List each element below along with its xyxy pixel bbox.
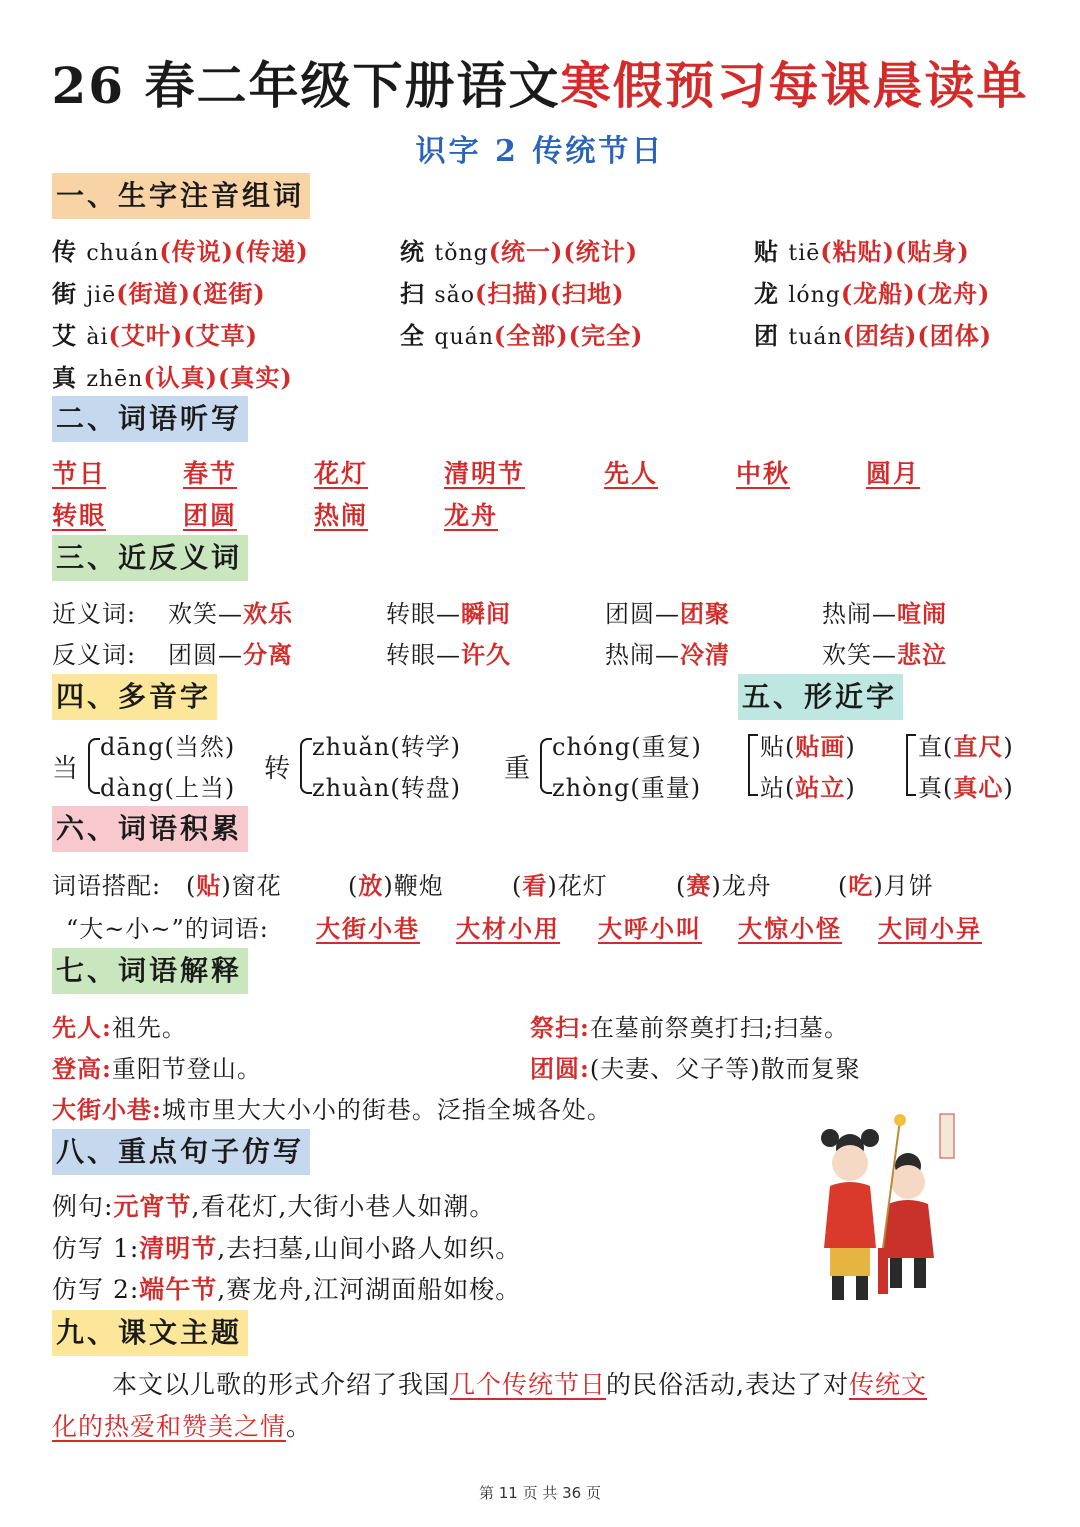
theme-text-3: 。 — [286, 1412, 313, 1441]
explanation-def: 城市里大大小小的街巷。泛指全城各处。 — [161, 1096, 612, 1124]
collocation-noun: )龙舟 — [711, 872, 772, 900]
char-glyph: 团 — [754, 321, 789, 350]
char-words: (统一)(统计) — [488, 237, 639, 266]
similar-entry — [918, 768, 1014, 803]
char-words: (认真)(真实) — [143, 363, 293, 392]
explanation-term: 祭扫: — [530, 1013, 590, 1042]
pair-answer: 团聚 — [680, 599, 730, 628]
section-heading-1: 一、生字注音组词 — [52, 173, 310, 219]
dx-label: “大~小~”的词语: — [66, 915, 269, 943]
sentence-key: 元宵节 — [113, 1192, 192, 1221]
pair-answer: 冷清 — [680, 640, 730, 669]
pair-base: 团圆— — [168, 641, 243, 669]
dx-word: 大材小用 — [456, 914, 560, 943]
explanation-def: 重阳节登山。 — [111, 1055, 262, 1083]
collocation-open: ( — [186, 872, 197, 900]
pair-answer: 悲泣 — [897, 640, 947, 669]
pair-answer: 许久 — [461, 640, 511, 669]
dx-word: 大同小异 — [878, 914, 982, 943]
collocation-noun: )鞭炮 — [383, 872, 444, 900]
char-glyph: 街 — [52, 279, 87, 308]
title-part1: 26 春二年级下册语文 — [51, 56, 561, 115]
collocation-item — [676, 866, 772, 901]
explanation-term: 登高: — [52, 1054, 112, 1083]
explanation-def: 在墓前祭奠打扫;扫墓。 — [589, 1014, 849, 1042]
char-entry — [754, 274, 990, 309]
dx-word: 大呼小叫 — [598, 914, 702, 943]
dictation-word: 热闹 — [314, 501, 369, 530]
dictation-word: 转眼 — [52, 501, 107, 530]
char-entry — [754, 316, 992, 351]
collocation-noun: )窗花 — [221, 872, 282, 900]
polyphone-char: 转 — [264, 754, 292, 784]
sentence-key: 清明节 — [139, 1234, 218, 1263]
char-pinyin: zhēn — [86, 367, 144, 392]
polyphone-reading: dāng(当然) — [100, 733, 236, 761]
collocation-verb: 看 — [522, 871, 548, 900]
similar-bracket — [748, 734, 758, 796]
synonym-label: 近义词: — [52, 600, 137, 628]
sentence-rest: ,赛龙舟,江河湖面船如梭。 — [217, 1275, 522, 1304]
collocation-verb: 吃 — [848, 871, 874, 900]
similar-bracket — [906, 734, 916, 796]
antonym-pair — [605, 635, 730, 670]
antonym-pair — [386, 635, 511, 670]
pair-answer: 喧闹 — [897, 599, 947, 628]
polyphone-brace — [88, 738, 100, 794]
collocation-open: ( — [512, 872, 523, 900]
page-footer: 第 11 页 共 36 页 — [478, 1484, 601, 1502]
char-entry — [52, 274, 266, 309]
similar-word: 站立 — [795, 773, 846, 802]
collocation-item — [512, 866, 608, 901]
sentence-line — [52, 1270, 521, 1306]
theme-text-1: 本文以儿歌的形式介绍了我国 — [112, 1370, 451, 1399]
explanation-term: 大街小巷: — [52, 1095, 162, 1124]
title-part2: 寒假预习每课晨读单 — [560, 56, 1029, 115]
dictation-word: 龙舟 — [444, 501, 499, 530]
polyphone-brace — [540, 738, 552, 794]
section-heading-5: 五、形近字 — [738, 674, 903, 720]
section-heading-2: 二、词语听写 — [52, 396, 248, 442]
antonym-label: 反义词: — [52, 641, 137, 669]
char-glyph: 龙 — [754, 279, 789, 308]
sentence-rest: ,去扫墓,山间小路人如织。 — [217, 1234, 522, 1263]
collocation-item — [186, 866, 282, 901]
dictation-word: 清明节 — [444, 459, 526, 488]
page-subtitle: 识字 2 传统节日 — [415, 134, 665, 169]
char-words: (龙船)(龙舟) — [840, 279, 991, 308]
char-words: (团结)(团体) — [842, 321, 993, 350]
char-pinyin: ài — [86, 325, 109, 350]
synonym-pair — [386, 594, 511, 629]
collocation-open: ( — [676, 872, 687, 900]
sentence-label: 仿写 2: — [52, 1275, 140, 1304]
synonym-pair — [822, 594, 947, 629]
char-words: (粘贴)(贴身) — [820, 237, 970, 266]
similar-entry — [760, 727, 856, 762]
theme-key-2b: 化的热爱和赞美之情 — [52, 1412, 287, 1441]
collocation-item — [348, 866, 444, 901]
char-entry — [400, 274, 624, 309]
dictation-word: 春节 — [183, 459, 238, 488]
collocation-verb: 放 — [358, 871, 384, 900]
theme-key-2a: 传统文 — [848, 1370, 927, 1399]
similar-char: 贴( — [760, 733, 796, 761]
collocation-open: ( — [348, 872, 359, 900]
dictation-word: 节日 — [52, 459, 107, 488]
char-words: (扫描)(扫地) — [475, 279, 625, 308]
char-glyph: 扫 — [400, 279, 435, 308]
explanation-def: (夫妻、父子等)散而复聚 — [589, 1055, 861, 1083]
char-pinyin: tǒng — [434, 241, 489, 266]
similar-entry — [918, 727, 1014, 762]
similar-word: 直尺 — [953, 732, 1004, 761]
synonym-pair — [605, 594, 730, 629]
pair-answer: 瞬间 — [461, 599, 511, 628]
char-pinyin: lóng — [788, 283, 841, 308]
char-entry — [400, 316, 643, 351]
sentence-label: 仿写 1: — [52, 1234, 140, 1263]
pair-base: 团圆— — [605, 600, 680, 628]
char-entry — [52, 232, 309, 267]
explanation-def: 祖先。 — [111, 1014, 187, 1042]
char-pinyin: jiē — [86, 283, 117, 308]
collocation-noun: )花灯 — [547, 872, 608, 900]
polyphone-reading: chóng(重复) — [552, 733, 702, 761]
similar-char: 直( — [918, 733, 954, 761]
char-pinyin: quán — [434, 325, 494, 350]
page-title — [0, 46, 1080, 118]
similar-entry — [760, 768, 856, 803]
dictation-word: 圆月 — [866, 459, 921, 488]
section-heading-9: 九、课文主题 — [52, 1310, 248, 1356]
char-glyph: 统 — [400, 237, 435, 266]
char-entry — [754, 232, 970, 267]
similar-char: 真( — [918, 774, 954, 802]
theme-text-2: 的民俗活动,表达了对 — [606, 1370, 849, 1399]
dictation-word: 团圆 — [183, 501, 238, 530]
char-entry — [400, 232, 638, 267]
polyphone-reading: dàng(上当) — [100, 774, 236, 802]
section-heading-4: 四、多音字 — [52, 674, 217, 720]
antonym-pair — [168, 635, 293, 670]
section-heading-8: 八、重点句子仿写 — [52, 1129, 310, 1175]
collocation-open: ( — [838, 872, 849, 900]
pair-answer: 分离 — [243, 640, 293, 669]
char-glyph: 贴 — [754, 237, 789, 266]
collocation-item — [838, 866, 934, 901]
similar-word: 贴画 — [795, 732, 846, 761]
char-words: (传说)(传递) — [159, 237, 309, 266]
collocation-verb: 赛 — [686, 871, 712, 900]
polyphone-char: 当 — [52, 754, 80, 784]
similar-char: 站( — [760, 774, 796, 802]
polyphone-reading: zhuàn(转盘) — [312, 774, 462, 802]
char-pinyin: sǎo — [434, 283, 476, 308]
char-glyph: 真 — [52, 363, 87, 392]
section-heading-7: 七、词语解释 — [52, 948, 248, 994]
synonym-pair — [168, 594, 293, 629]
sentence-line — [52, 1229, 521, 1265]
char-pinyin: tiē — [788, 241, 821, 266]
similar-close: ) — [1003, 733, 1014, 761]
explanation-term: 先人: — [52, 1013, 112, 1042]
similar-close: ) — [845, 733, 856, 761]
explanation-entry — [530, 1008, 849, 1043]
explanation-entry — [52, 1008, 187, 1043]
sentence-label: 例句: — [52, 1192, 114, 1221]
char-pinyin: tuán — [788, 325, 843, 350]
pair-base: 转眼— — [386, 600, 461, 628]
char-words: (全部)(完全) — [493, 321, 644, 350]
section-heading-3: 三、近反义词 — [52, 535, 248, 581]
pair-base: 热闹— — [605, 641, 680, 669]
sentence-line — [52, 1187, 495, 1223]
pair-base: 转眼— — [386, 641, 461, 669]
dx-word: 大街小巷 — [316, 914, 420, 943]
polyphone-reading: zhòng(重量) — [552, 774, 702, 802]
explanation-entry — [52, 1090, 612, 1125]
collocation-noun: )月饼 — [873, 872, 934, 900]
children-illustration — [800, 1108, 960, 1318]
dx-word: 大惊小怪 — [738, 914, 842, 943]
polyphone-brace — [300, 738, 312, 794]
dictation-word: 花灯 — [314, 459, 369, 488]
char-pinyin: chuán — [86, 241, 160, 266]
char-entry — [52, 316, 258, 351]
polyphone-reading: zhuǎn(转学) — [312, 733, 462, 761]
collocation-verb: 贴 — [196, 871, 222, 900]
theme-line-1 — [112, 1365, 927, 1401]
pair-base: 欢笑— — [168, 600, 243, 628]
char-entry — [52, 358, 293, 393]
similar-close: ) — [845, 774, 856, 802]
sentence-rest: ,看花灯,大街小巷人如潮。 — [191, 1192, 496, 1221]
dictation-word: 先人 — [604, 459, 659, 488]
dictation-word: 中秋 — [736, 459, 791, 488]
char-glyph: 全 — [400, 321, 435, 350]
sentence-key: 端午节 — [139, 1275, 218, 1304]
theme-line-2 — [52, 1407, 312, 1443]
pair-answer: 欢乐 — [243, 599, 293, 628]
similar-close: ) — [1003, 774, 1014, 802]
pair-base: 欢笑— — [822, 641, 897, 669]
explanation-term: 团圆: — [530, 1054, 590, 1083]
explanation-entry — [530, 1049, 861, 1084]
explanation-entry — [52, 1049, 262, 1084]
char-words: (街道)(逛街) — [116, 279, 266, 308]
section-heading-6: 六、词语积累 — [52, 806, 248, 852]
char-words: (艾叶)(艾草) — [108, 321, 258, 350]
theme-key-1: 几个传统节日 — [450, 1370, 607, 1399]
char-glyph: 传 — [52, 237, 87, 266]
antonym-pair — [822, 635, 947, 670]
polyphone-char: 重 — [504, 754, 532, 784]
pair-base: 热闹— — [822, 600, 897, 628]
char-glyph: 艾 — [52, 321, 87, 350]
collocation-label: 词语搭配: — [52, 872, 162, 900]
similar-word: 真心 — [953, 773, 1004, 802]
